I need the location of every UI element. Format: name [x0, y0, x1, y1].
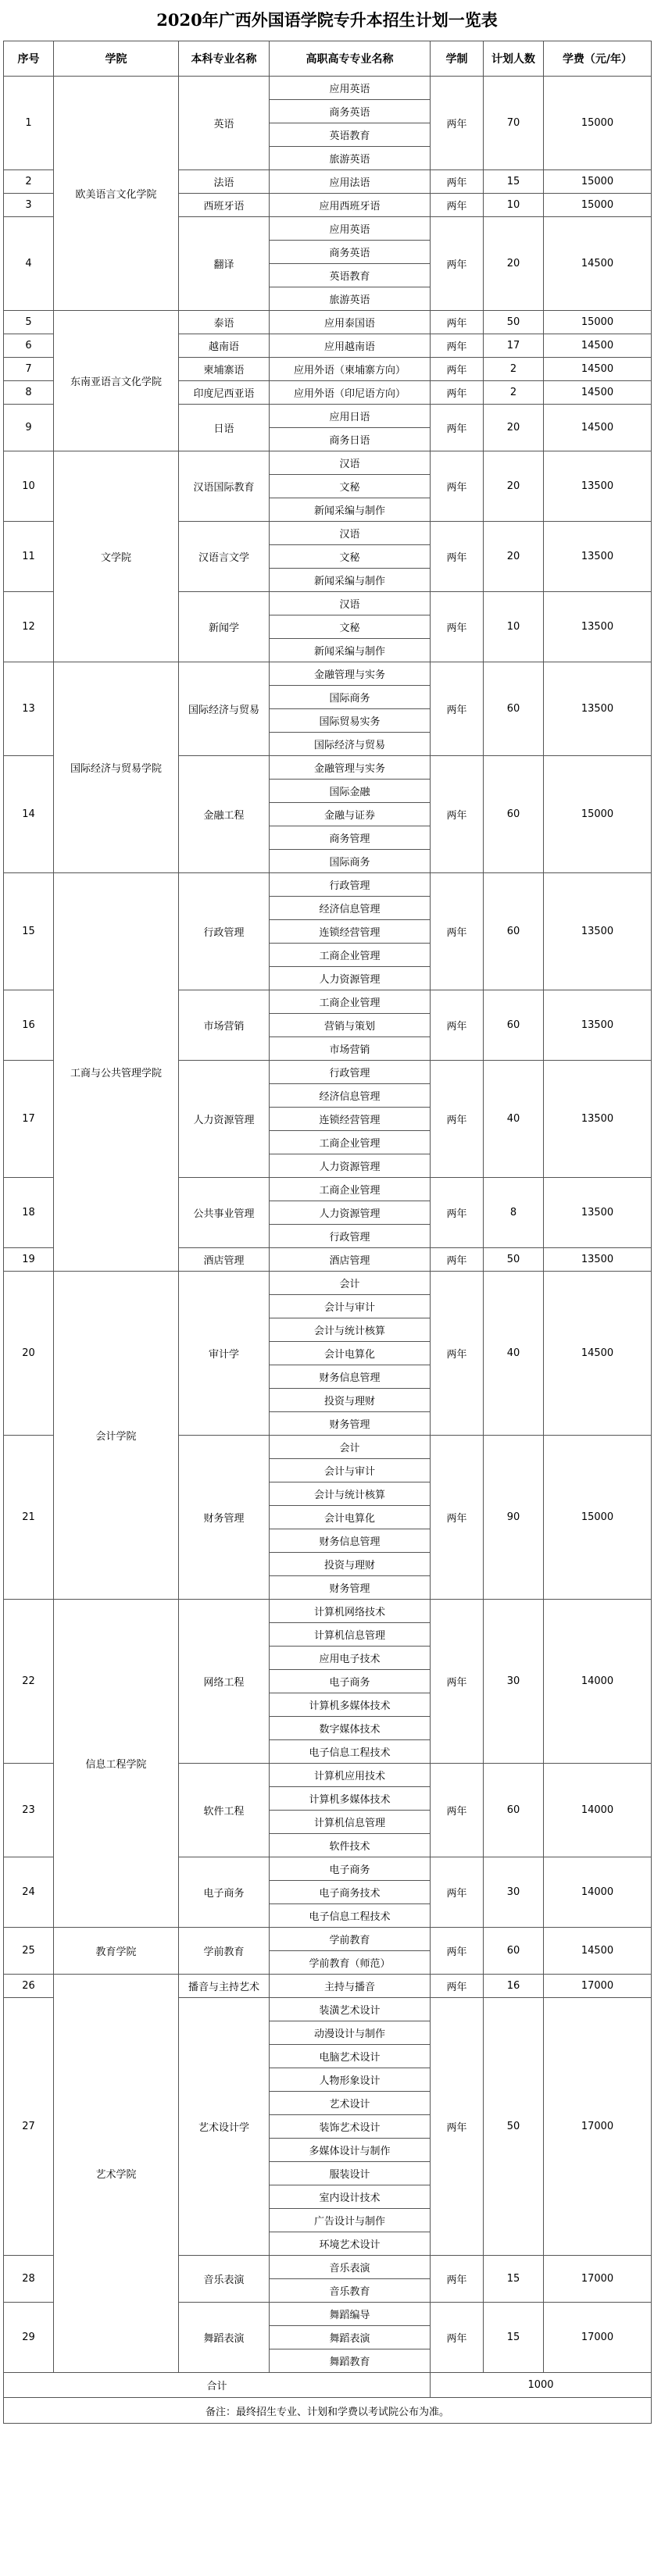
- vocational-major-cell: 文秘: [270, 615, 431, 639]
- vocational-major-cell: 电子商务: [270, 1670, 431, 1693]
- bachelor-major-cell: 汉语言文学: [179, 522, 270, 592]
- vocational-major-cell: 工商企业管理: [270, 1131, 431, 1154]
- college-name-cell: 欧美语言文化学院: [54, 77, 179, 311]
- bachelor-major-cell: 翻译: [179, 217, 270, 311]
- serial-number-cell: 6: [4, 334, 54, 358]
- vocational-major-cell: 经济信息管理: [270, 1084, 431, 1108]
- duration-cell: 两年: [431, 405, 484, 451]
- duration-cell: 两年: [431, 873, 484, 990]
- vocational-major-cell: 新闻采编与制作: [270, 569, 431, 592]
- vocational-major-cell: 营销与策划: [270, 1014, 431, 1037]
- tuition-cell: 13500: [544, 1178, 652, 1248]
- plan-count-cell: 60: [484, 873, 544, 990]
- tuition-cell: 17000: [544, 2303, 652, 2373]
- vocational-major-cell: 应用越南语: [270, 334, 431, 358]
- duration-cell: 两年: [431, 1998, 484, 2256]
- vocational-major-cell: 商务英语: [270, 241, 431, 264]
- duration-cell: 两年: [431, 1178, 484, 1248]
- total-row: [4, 2373, 652, 2398]
- bachelor-major-cell: 软件工程: [179, 1764, 270, 1857]
- duration-cell: 两年: [431, 194, 484, 217]
- vocational-major-cell: 市场营销: [270, 1037, 431, 1061]
- plan-count-cell: 20: [484, 405, 544, 451]
- plan-count-cell: 50: [484, 311, 544, 334]
- page-title: 2020年广西外国语学院专升本招生计划一览表: [156, 10, 498, 30]
- bachelor-major-cell: 金融工程: [179, 756, 270, 873]
- table-row: [4, 1600, 652, 1623]
- bachelor-major-cell: 市场营销: [179, 990, 270, 1061]
- vocational-major-cell: 电子商务技术: [270, 1881, 431, 1904]
- serial-number-cell: 16: [4, 990, 54, 1061]
- vocational-major-cell: 会计: [270, 1272, 431, 1295]
- vocational-major-cell: 电子信息工程技术: [270, 1740, 431, 1764]
- vocational-major-cell: 行政管理: [270, 1061, 431, 1084]
- table-row: [4, 873, 652, 897]
- tuition-cell: 14500: [544, 1928, 652, 1975]
- total-label: 合计: [4, 2373, 431, 2398]
- bachelor-major-cell: 播音与主持艺术: [179, 1975, 270, 1998]
- bachelor-major-cell: 日语: [179, 405, 270, 451]
- serial-number-cell: 22: [4, 1600, 54, 1764]
- tuition-cell: 13500: [544, 451, 652, 522]
- plan-count-cell: 2: [484, 381, 544, 405]
- table-row: [4, 311, 652, 334]
- college-name-cell: 教育学院: [54, 1928, 179, 1975]
- vocational-major-cell: 文秘: [270, 475, 431, 498]
- vocational-major-cell: 会计与审计: [270, 1459, 431, 1482]
- serial-number-cell: 25: [4, 1928, 54, 1975]
- table-row: [4, 662, 652, 686]
- vocational-major-cell: 汉语: [270, 592, 431, 615]
- vocational-major-cell: 汉语: [270, 451, 431, 475]
- plan-count-cell: 60: [484, 662, 544, 756]
- serial-number-cell: 23: [4, 1764, 54, 1857]
- vocational-major-cell: 计算机多媒体技术: [270, 1787, 431, 1811]
- duration-cell: 两年: [431, 1975, 484, 1998]
- vocational-major-cell: 应用英语: [270, 217, 431, 241]
- serial-number-cell: 3: [4, 194, 54, 217]
- vocational-major-cell: 舞蹈编导: [270, 2303, 431, 2326]
- vocational-major-cell: 投资与理财: [270, 1553, 431, 1576]
- duration-cell: 两年: [431, 1764, 484, 1857]
- duration-cell: 两年: [431, 662, 484, 756]
- serial-number-cell: 2: [4, 170, 54, 194]
- vocational-major-cell: 服装设计: [270, 2162, 431, 2185]
- tuition-cell: 15000: [544, 77, 652, 170]
- serial-number-cell: 5: [4, 311, 54, 334]
- plan-count-cell: 20: [484, 217, 544, 311]
- tuition-cell: 17000: [544, 2256, 652, 2303]
- vocational-major-cell: 新闻采编与制作: [270, 498, 431, 522]
- vocational-major-cell: 金融与证券: [270, 803, 431, 826]
- header-cell: 序号: [4, 41, 54, 77]
- vocational-major-cell: 经济信息管理: [270, 897, 431, 920]
- vocational-major-cell: 工商企业管理: [270, 990, 431, 1014]
- tuition-cell: 15000: [544, 1436, 652, 1600]
- tuition-cell: 14000: [544, 1857, 652, 1928]
- college-name-cell: 信息工程学院: [54, 1600, 179, 1928]
- duration-cell: 两年: [431, 451, 484, 522]
- serial-number-cell: 8: [4, 381, 54, 405]
- serial-number-cell: 4: [4, 217, 54, 311]
- vocational-major-cell: 会计电算化: [270, 1506, 431, 1529]
- duration-cell: 两年: [431, 1600, 484, 1764]
- vocational-major-cell: 多媒体设计与制作: [270, 2139, 431, 2162]
- vocational-major-cell: 商务管理: [270, 826, 431, 850]
- plan-count-cell: 17: [484, 334, 544, 358]
- serial-number-cell: 26: [4, 1975, 54, 1998]
- table-row: [4, 1928, 652, 1951]
- vocational-major-cell: 电子商务: [270, 1857, 431, 1881]
- plan-count-cell: 60: [484, 1764, 544, 1857]
- duration-cell: 两年: [431, 311, 484, 334]
- tuition-cell: 13500: [544, 662, 652, 756]
- vocational-major-cell: 财务信息管理: [270, 1365, 431, 1389]
- tuition-cell: 13500: [544, 522, 652, 592]
- plan-count-cell: 60: [484, 756, 544, 873]
- duration-cell: 两年: [431, 1436, 484, 1600]
- duration-cell: 两年: [431, 77, 484, 170]
- plan-count-cell: 16: [484, 1975, 544, 1998]
- table-row: [4, 1272, 652, 1295]
- tuition-cell: 13500: [544, 1248, 652, 1272]
- vocational-major-cell: 英语教育: [270, 264, 431, 287]
- bachelor-major-cell: 艺术设计学: [179, 1998, 270, 2256]
- vocational-major-cell: 装饰艺术设计: [270, 2115, 431, 2139]
- serial-number-cell: 28: [4, 2256, 54, 2303]
- duration-cell: 两年: [431, 1061, 484, 1178]
- tuition-cell: 15000: [544, 170, 652, 194]
- vocational-major-cell: 旅游英语: [270, 147, 431, 170]
- tuition-cell: 13500: [544, 592, 652, 662]
- table-row: [4, 451, 652, 475]
- bachelor-major-cell: 越南语: [179, 334, 270, 358]
- vocational-major-cell: 计算机信息管理: [270, 1811, 431, 1834]
- bachelor-major-cell: 国际经济与贸易: [179, 662, 270, 756]
- total-value: 1000: [431, 2373, 652, 2398]
- vocational-major-cell: 应用外语（印尼语方向）: [270, 381, 431, 405]
- serial-number-cell: 27: [4, 1998, 54, 2256]
- serial-number-cell: 10: [4, 451, 54, 522]
- bachelor-major-cell: 柬埔寨语: [179, 358, 270, 381]
- vocational-major-cell: 电子信息工程技术: [270, 1904, 431, 1928]
- plan-count-cell: 20: [484, 451, 544, 522]
- serial-number-cell: 1: [4, 77, 54, 170]
- bachelor-major-cell: 泰语: [179, 311, 270, 334]
- vocational-major-cell: 旅游英语: [270, 287, 431, 311]
- duration-cell: 两年: [431, 2303, 484, 2373]
- plan-count-cell: 50: [484, 1248, 544, 1272]
- college-name-cell: 会计学院: [54, 1272, 179, 1600]
- tuition-cell: 14500: [544, 334, 652, 358]
- vocational-major-cell: 国际金融: [270, 780, 431, 803]
- plan-count-cell: 90: [484, 1436, 544, 1600]
- vocational-major-cell: 广告设计与制作: [270, 2209, 431, 2232]
- serial-number-cell: 11: [4, 522, 54, 592]
- tuition-cell: 13500: [544, 1061, 652, 1178]
- vocational-major-cell: 舞蹈教育: [270, 2349, 431, 2373]
- plan-count-cell: 40: [484, 1272, 544, 1436]
- vocational-major-cell: 商务日语: [270, 428, 431, 451]
- vocational-major-cell: 商务英语: [270, 100, 431, 123]
- header-cell: 高职高专专业名称: [270, 41, 431, 77]
- note-text: 备注：最终招生专业、计划和学费以考试院公布为准。: [4, 2398, 652, 2424]
- serial-number-cell: 18: [4, 1178, 54, 1248]
- plan-count-cell: 10: [484, 592, 544, 662]
- vocational-major-cell: 应用外语（柬埔寨方向）: [270, 358, 431, 381]
- serial-number-cell: 19: [4, 1248, 54, 1272]
- bachelor-major-cell: 学前教育: [179, 1928, 270, 1975]
- plan-count-cell: 15: [484, 2256, 544, 2303]
- duration-cell: 两年: [431, 592, 484, 662]
- tuition-cell: 13500: [544, 990, 652, 1061]
- tuition-cell: 14500: [544, 217, 652, 311]
- header-cell: 学院: [54, 41, 179, 77]
- vocational-major-cell: 应用日语: [270, 405, 431, 428]
- vocational-major-cell: 计算机多媒体技术: [270, 1693, 431, 1717]
- bachelor-major-cell: 印度尼西亚语: [179, 381, 270, 405]
- vocational-major-cell: 人力资源管理: [270, 967, 431, 990]
- serial-number-cell: 14: [4, 756, 54, 873]
- duration-cell: 两年: [431, 756, 484, 873]
- serial-number-cell: 21: [4, 1436, 54, 1600]
- header-cell: 计划人数: [484, 41, 544, 77]
- duration-cell: 两年: [431, 2256, 484, 2303]
- vocational-major-cell: 国际贸易实务: [270, 709, 431, 733]
- serial-number-cell: 13: [4, 662, 54, 756]
- bachelor-major-cell: 酒店管理: [179, 1248, 270, 1272]
- vocational-major-cell: 财务管理: [270, 1576, 431, 1600]
- bachelor-major-cell: 审计学: [179, 1272, 270, 1436]
- bachelor-major-cell: 音乐表演: [179, 2256, 270, 2303]
- college-name-cell: 国际经济与贸易学院: [54, 662, 179, 873]
- vocational-major-cell: 应用电子技术: [270, 1647, 431, 1670]
- serial-number-cell: 17: [4, 1061, 54, 1178]
- tuition-cell: 17000: [544, 1975, 652, 1998]
- plan-count-cell: 30: [484, 1857, 544, 1928]
- college-name-cell: 东南亚语言文化学院: [54, 311, 179, 451]
- plan-count-cell: 70: [484, 77, 544, 170]
- serial-number-cell: 15: [4, 873, 54, 990]
- college-name-cell: 艺术学院: [54, 1975, 179, 2373]
- vocational-major-cell: 音乐表演: [270, 2256, 431, 2279]
- header-cell: 学制: [431, 41, 484, 77]
- duration-cell: 两年: [431, 1248, 484, 1272]
- duration-cell: 两年: [431, 334, 484, 358]
- vocational-major-cell: 学前教育: [270, 1928, 431, 1951]
- vocational-major-cell: 软件技术: [270, 1834, 431, 1857]
- bachelor-major-cell: 舞蹈表演: [179, 2303, 270, 2373]
- bachelor-major-cell: 英语: [179, 77, 270, 170]
- duration-cell: 两年: [431, 522, 484, 592]
- tuition-cell: 14500: [544, 1272, 652, 1436]
- college-name-cell: 工商与公共管理学院: [54, 873, 179, 1272]
- college-name-cell: 文学院: [54, 451, 179, 662]
- vocational-major-cell: 行政管理: [270, 873, 431, 897]
- tuition-cell: 14500: [544, 358, 652, 381]
- bachelor-major-cell: 网络工程: [179, 1600, 270, 1764]
- duration-cell: 两年: [431, 217, 484, 311]
- plan-count-cell: 30: [484, 1600, 544, 1764]
- table-row: [4, 77, 652, 100]
- serial-number-cell: 29: [4, 2303, 54, 2373]
- header-cell: 本科专业名称: [179, 41, 270, 77]
- vocational-major-cell: 汉语: [270, 522, 431, 545]
- vocational-major-cell: 会计: [270, 1436, 431, 1459]
- duration-cell: 两年: [431, 1928, 484, 1975]
- bachelor-major-cell: 电子商务: [179, 1857, 270, 1928]
- tuition-cell: 14500: [544, 405, 652, 451]
- vocational-major-cell: 电脑艺术设计: [270, 2045, 431, 2068]
- vocational-major-cell: 环境艺术设计: [270, 2232, 431, 2256]
- plan-count-cell: 60: [484, 990, 544, 1061]
- serial-number-cell: 20: [4, 1272, 54, 1436]
- vocational-major-cell: 工商企业管理: [270, 1178, 431, 1201]
- vocational-major-cell: 文秘: [270, 545, 431, 569]
- tuition-cell: 14000: [544, 1600, 652, 1764]
- vocational-major-cell: 计算机信息管理: [270, 1623, 431, 1647]
- plan-count-cell: 15: [484, 170, 544, 194]
- vocational-major-cell: 金融管理与实务: [270, 756, 431, 780]
- duration-cell: 两年: [431, 170, 484, 194]
- vocational-major-cell: 主持与播音: [270, 1975, 431, 1998]
- vocational-major-cell: 国际商务: [270, 850, 431, 873]
- tuition-cell: 13500: [544, 873, 652, 990]
- header-row: [4, 41, 652, 77]
- tuition-cell: 14500: [544, 381, 652, 405]
- plan-count-cell: 40: [484, 1061, 544, 1178]
- duration-cell: 两年: [431, 381, 484, 405]
- vocational-major-cell: 艺术设计: [270, 2092, 431, 2115]
- table-row: [4, 1975, 652, 1998]
- bachelor-major-cell: 财务管理: [179, 1436, 270, 1600]
- bachelor-major-cell: 人力资源管理: [179, 1061, 270, 1178]
- duration-cell: 两年: [431, 1272, 484, 1436]
- vocational-major-cell: 计算机应用技术: [270, 1764, 431, 1787]
- tuition-cell: 15000: [544, 311, 652, 334]
- serial-number-cell: 7: [4, 358, 54, 381]
- serial-number-cell: 24: [4, 1857, 54, 1928]
- plan-count-cell: 50: [484, 1998, 544, 2256]
- plan-count-cell: 20: [484, 522, 544, 592]
- tuition-cell: 15000: [544, 756, 652, 873]
- vocational-major-cell: 人力资源管理: [270, 1154, 431, 1178]
- table-body: [4, 77, 652, 2373]
- duration-cell: 两年: [431, 358, 484, 381]
- tuition-cell: 17000: [544, 1998, 652, 2256]
- vocational-major-cell: 数字媒体技术: [270, 1717, 431, 1740]
- vocational-major-cell: 计算机网络技术: [270, 1600, 431, 1623]
- vocational-major-cell: 动漫设计与制作: [270, 2021, 431, 2045]
- duration-cell: 两年: [431, 1857, 484, 1928]
- vocational-major-cell: 财务信息管理: [270, 1529, 431, 1553]
- plan-count-cell: 10: [484, 194, 544, 217]
- vocational-major-cell: 应用西班牙语: [270, 194, 431, 217]
- vocational-major-cell: 新闻采编与制作: [270, 639, 431, 662]
- bachelor-major-cell: 汉语国际教育: [179, 451, 270, 522]
- vocational-major-cell: 应用法语: [270, 170, 431, 194]
- tuition-cell: 15000: [544, 194, 652, 217]
- bachelor-major-cell: 法语: [179, 170, 270, 194]
- vocational-major-cell: 国际经济与贸易: [270, 733, 431, 756]
- vocational-major-cell: 室内设计技术: [270, 2185, 431, 2209]
- bachelor-major-cell: 行政管理: [179, 873, 270, 990]
- vocational-major-cell: 学前教育（师范）: [270, 1951, 431, 1975]
- vocational-major-cell: 会计与审计: [270, 1295, 431, 1318]
- plan-count-cell: 2: [484, 358, 544, 381]
- bachelor-major-cell: 公共事业管理: [179, 1178, 270, 1248]
- note-row: [4, 2398, 652, 2424]
- vocational-major-cell: 人物形象设计: [270, 2068, 431, 2092]
- vocational-major-cell: 酒店管理: [270, 1248, 431, 1272]
- vocational-major-cell: 应用英语: [270, 77, 431, 100]
- vocational-major-cell: 会计与统计核算: [270, 1318, 431, 1342]
- plan-count-cell: 60: [484, 1928, 544, 1975]
- vocational-major-cell: 金融管理与实务: [270, 662, 431, 686]
- vocational-major-cell: 人力资源管理: [270, 1201, 431, 1225]
- vocational-major-cell: 音乐教育: [270, 2279, 431, 2303]
- vocational-major-cell: 国际商务: [270, 686, 431, 709]
- vocational-major-cell: 英语教育: [270, 123, 431, 147]
- vocational-major-cell: 装潢艺术设计: [270, 1998, 431, 2021]
- vocational-major-cell: 会计与统计核算: [270, 1482, 431, 1506]
- vocational-major-cell: 行政管理: [270, 1225, 431, 1248]
- bachelor-major-cell: 西班牙语: [179, 194, 270, 217]
- plan-count-cell: 8: [484, 1178, 544, 1248]
- tuition-cell: 14000: [544, 1764, 652, 1857]
- vocational-major-cell: 工商企业管理: [270, 944, 431, 967]
- vocational-major-cell: 连锁经营管理: [270, 1108, 431, 1131]
- plan-count-cell: 15: [484, 2303, 544, 2373]
- bachelor-major-cell: 新闻学: [179, 592, 270, 662]
- serial-number-cell: 9: [4, 405, 54, 451]
- vocational-major-cell: 应用泰国语: [270, 311, 431, 334]
- vocational-major-cell: 连锁经营管理: [270, 920, 431, 944]
- header-cell: 学费（元/年）: [544, 41, 652, 77]
- duration-cell: 两年: [431, 990, 484, 1061]
- vocational-major-cell: 投资与理财: [270, 1389, 431, 1412]
- vocational-major-cell: 会计电算化: [270, 1342, 431, 1365]
- serial-number-cell: 12: [4, 592, 54, 662]
- vocational-major-cell: 舞蹈表演: [270, 2326, 431, 2349]
- vocational-major-cell: 财务管理: [270, 1412, 431, 1436]
- enrollment-plan-table: [3, 41, 652, 2424]
